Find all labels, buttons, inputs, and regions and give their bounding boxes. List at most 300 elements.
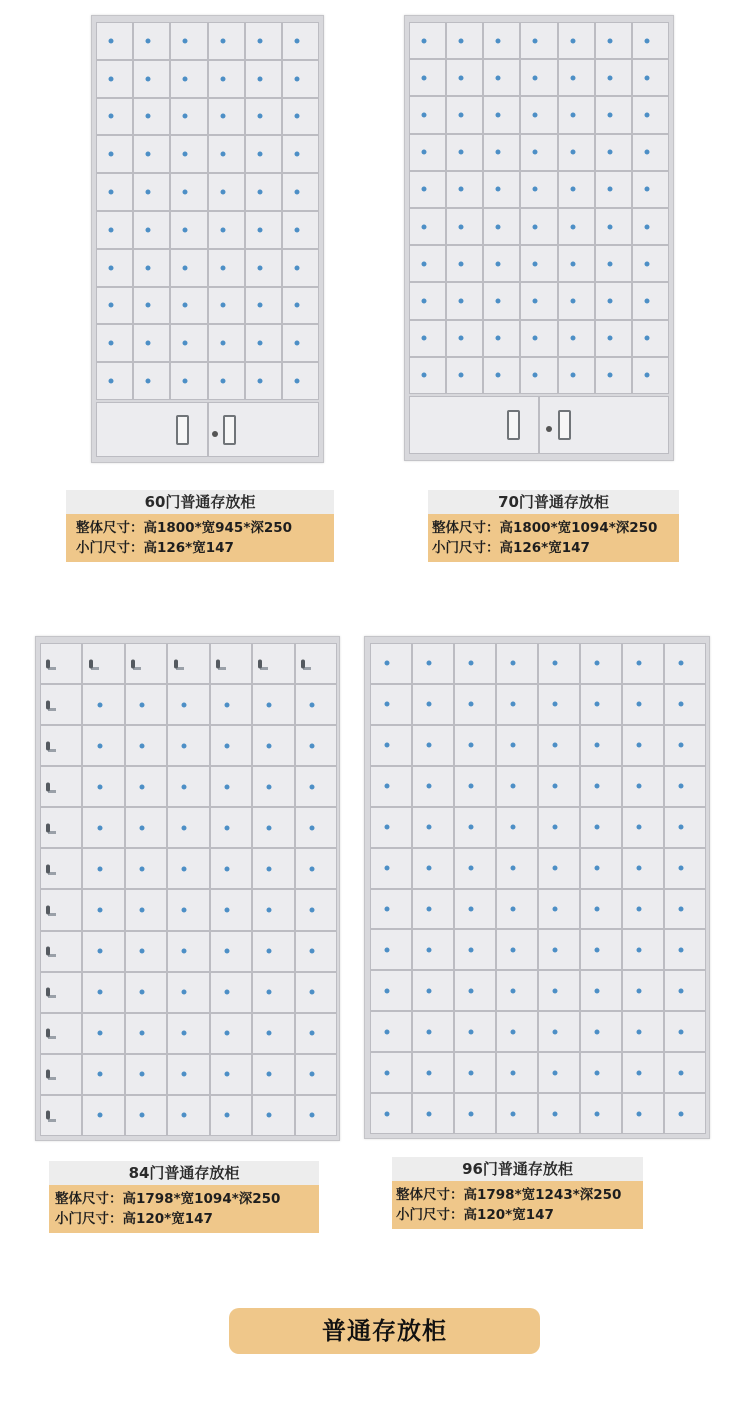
locker-door	[208, 98, 245, 136]
locker-door	[125, 684, 167, 725]
locker-door	[622, 684, 664, 725]
locker-door	[595, 171, 632, 208]
locker-door	[580, 1093, 622, 1134]
locker-door	[538, 848, 580, 889]
locker-door	[125, 889, 167, 930]
cabinet-96-image	[364, 636, 710, 1139]
bottom-door-right	[208, 402, 320, 457]
locker-door	[295, 684, 337, 725]
locker-door	[208, 362, 245, 400]
locker-door	[595, 134, 632, 171]
locker-door	[125, 931, 167, 972]
locker-door	[483, 134, 520, 171]
locker-door	[446, 208, 483, 245]
locker-door	[558, 208, 595, 245]
locker-door	[622, 725, 664, 766]
overall-size: 整体尺寸：高1800*宽1094*深250	[432, 520, 658, 536]
locker-door	[595, 208, 632, 245]
locker-door	[252, 848, 294, 889]
bottom-doors-70	[409, 396, 669, 454]
locker-door	[483, 357, 520, 394]
locker-door	[370, 684, 412, 725]
locker-door	[252, 972, 294, 1013]
cabinet-title: 60门普通存放柜	[66, 490, 334, 514]
locker-door	[208, 211, 245, 249]
locker-door	[496, 970, 538, 1011]
locker-door	[520, 245, 557, 282]
locker-door	[170, 173, 207, 211]
locker-door	[133, 60, 170, 98]
locker-door	[370, 807, 412, 848]
locker-door	[40, 848, 82, 889]
locker-door	[295, 1095, 337, 1136]
locker-door	[82, 643, 124, 684]
locker-door	[82, 684, 124, 725]
locker-door	[538, 889, 580, 930]
bottom-door-left	[409, 396, 539, 454]
locker-door	[252, 1095, 294, 1136]
locker-door	[40, 1013, 82, 1054]
locker-door	[133, 249, 170, 287]
locker-door	[40, 725, 82, 766]
locker-door	[558, 171, 595, 208]
locker-door	[664, 848, 706, 889]
locker-door	[125, 1013, 167, 1054]
locker-door	[558, 282, 595, 319]
locker-door	[282, 249, 319, 287]
locker-door	[208, 249, 245, 287]
door-size: 小门尺寸：高120*宽147	[55, 1211, 213, 1227]
locker-door	[96, 98, 133, 136]
locker-door	[409, 282, 446, 319]
locker-door	[496, 725, 538, 766]
cabinet-84-label	[49, 1161, 319, 1233]
locker-door	[133, 22, 170, 60]
door-grid-60	[96, 22, 319, 400]
locker-door	[252, 931, 294, 972]
locker-door	[664, 766, 706, 807]
locker-door	[370, 970, 412, 1011]
locker-door	[446, 357, 483, 394]
locker-door	[82, 766, 124, 807]
locker-door	[595, 320, 632, 357]
locker-door	[412, 1011, 454, 1052]
locker-door	[170, 60, 207, 98]
locker-door	[454, 725, 496, 766]
locker-door	[580, 970, 622, 1011]
locker-door	[252, 1054, 294, 1095]
cabinet-dimensions	[428, 514, 679, 562]
locker-door	[538, 970, 580, 1011]
locker-door	[520, 171, 557, 208]
locker-door	[580, 766, 622, 807]
locker-door	[96, 60, 133, 98]
locker-door	[538, 684, 580, 725]
locker-door	[632, 22, 669, 59]
locker-door	[210, 972, 252, 1013]
category-footer-label: 普通存放柜	[229, 1308, 540, 1354]
locker-door	[409, 208, 446, 245]
locker-door	[558, 22, 595, 59]
locker-door	[496, 807, 538, 848]
locker-door	[125, 848, 167, 889]
locker-door	[632, 282, 669, 319]
locker-door	[82, 1054, 124, 1095]
locker-door	[167, 1054, 209, 1095]
locker-door	[252, 725, 294, 766]
locker-door	[520, 357, 557, 394]
locker-door	[454, 848, 496, 889]
locker-door	[370, 848, 412, 889]
locker-door	[622, 1093, 664, 1134]
locker-door	[483, 171, 520, 208]
locker-door	[496, 1093, 538, 1134]
locker-door	[82, 725, 124, 766]
locker-door	[295, 848, 337, 889]
locker-door	[595, 59, 632, 96]
locker-door	[96, 287, 133, 325]
locker-door	[210, 931, 252, 972]
locker-door	[245, 22, 282, 60]
locker-door	[170, 362, 207, 400]
locker-door	[252, 889, 294, 930]
locker-door	[538, 725, 580, 766]
locker-door	[245, 98, 282, 136]
locker-door	[412, 766, 454, 807]
locker-door	[40, 931, 82, 972]
locker-door	[412, 807, 454, 848]
door-grid-84	[40, 643, 337, 1136]
locker-door	[520, 96, 557, 133]
locker-door	[167, 931, 209, 972]
locker-door	[446, 282, 483, 319]
locker-door	[170, 135, 207, 173]
locker-door	[664, 643, 706, 684]
locker-door	[125, 766, 167, 807]
cabinet-60-image	[91, 15, 324, 463]
locker-door	[409, 245, 446, 282]
locker-door	[538, 1011, 580, 1052]
locker-door	[622, 929, 664, 970]
locker-door	[538, 1052, 580, 1093]
overall-size: 整体尺寸：高1798*宽1094*深250	[55, 1191, 281, 1207]
locker-door	[252, 807, 294, 848]
locker-door	[252, 1013, 294, 1054]
cabinet-70-image	[404, 15, 674, 461]
locker-door	[40, 684, 82, 725]
locker-door	[282, 287, 319, 325]
locker-door	[170, 98, 207, 136]
locker-door	[245, 60, 282, 98]
locker-door	[210, 766, 252, 807]
locker-door	[245, 287, 282, 325]
cabinet-96-label	[392, 1157, 643, 1229]
locker-door	[170, 249, 207, 287]
locker-door	[282, 362, 319, 400]
cabinet-70-label	[428, 490, 679, 562]
locker-door	[167, 643, 209, 684]
locker-door	[370, 1052, 412, 1093]
locker-door	[252, 766, 294, 807]
locker-door	[208, 173, 245, 211]
door-grid-70	[409, 22, 669, 394]
door-size: 小门尺寸：高126*宽147	[76, 540, 234, 556]
cabinet-title: 84门普通存放柜	[49, 1161, 319, 1185]
locker-door	[167, 889, 209, 930]
locker-door	[412, 848, 454, 889]
locker-door	[496, 1011, 538, 1052]
locker-door	[632, 134, 669, 171]
locker-door	[632, 320, 669, 357]
locker-door	[558, 357, 595, 394]
locker-door	[538, 807, 580, 848]
locker-door	[40, 1054, 82, 1095]
locker-door	[282, 22, 319, 60]
overall-size: 整体尺寸：高1798*宽1243*深250	[396, 1187, 622, 1203]
locker-door	[167, 725, 209, 766]
bottom-door-right	[539, 396, 669, 454]
locker-door	[632, 96, 669, 133]
door-size: 小门尺寸：高126*宽147	[432, 540, 590, 556]
locker-door	[409, 357, 446, 394]
locker-door	[40, 766, 82, 807]
locker-door	[96, 22, 133, 60]
locker-door	[412, 684, 454, 725]
locker-door	[520, 59, 557, 96]
locker-door	[412, 1052, 454, 1093]
locker-door	[40, 643, 82, 684]
locker-door	[520, 22, 557, 59]
locker-door	[125, 643, 167, 684]
locker-door	[210, 1054, 252, 1095]
locker-door	[133, 98, 170, 136]
locker-door	[370, 929, 412, 970]
locker-door	[133, 211, 170, 249]
locker-door	[208, 324, 245, 362]
locker-door	[245, 362, 282, 400]
locker-door	[520, 320, 557, 357]
locker-door	[282, 135, 319, 173]
locker-door	[125, 972, 167, 1013]
locker-door	[409, 134, 446, 171]
cabinet-dimensions	[392, 1181, 643, 1229]
locker-door	[167, 1013, 209, 1054]
locker-door	[210, 1013, 252, 1054]
locker-door	[252, 643, 294, 684]
locker-door	[82, 848, 124, 889]
locker-door	[133, 135, 170, 173]
locker-door	[454, 970, 496, 1011]
locker-door	[454, 643, 496, 684]
locker-door	[664, 929, 706, 970]
locker-door	[595, 96, 632, 133]
locker-door	[167, 1095, 209, 1136]
locker-door	[125, 1095, 167, 1136]
locker-door	[446, 320, 483, 357]
locker-door	[454, 807, 496, 848]
locker-door	[595, 357, 632, 394]
locker-door	[664, 1052, 706, 1093]
locker-door	[245, 173, 282, 211]
locker-door	[520, 282, 557, 319]
locker-door	[496, 848, 538, 889]
locker-door	[409, 171, 446, 208]
bottom-doors-60	[96, 402, 319, 457]
locker-door	[167, 684, 209, 725]
locker-door	[282, 98, 319, 136]
locker-door	[210, 807, 252, 848]
locker-door	[282, 211, 319, 249]
locker-door	[454, 889, 496, 930]
locker-door	[295, 1013, 337, 1054]
locker-door	[496, 684, 538, 725]
locker-door	[446, 96, 483, 133]
locker-door	[370, 725, 412, 766]
locker-door	[558, 245, 595, 282]
locker-door	[632, 59, 669, 96]
locker-door	[167, 972, 209, 1013]
locker-door	[208, 60, 245, 98]
locker-door	[454, 684, 496, 725]
locker-door	[82, 931, 124, 972]
locker-door	[412, 1093, 454, 1134]
locker-door	[454, 1093, 496, 1134]
locker-door	[412, 929, 454, 970]
locker-door	[632, 245, 669, 282]
locker-door	[520, 208, 557, 245]
locker-door	[580, 1052, 622, 1093]
locker-door	[40, 972, 82, 1013]
locker-door	[558, 134, 595, 171]
locker-door	[483, 208, 520, 245]
locker-door	[538, 929, 580, 970]
locker-door	[409, 59, 446, 96]
locker-door	[622, 848, 664, 889]
locker-door	[454, 1011, 496, 1052]
locker-door	[96, 211, 133, 249]
locker-door	[40, 807, 82, 848]
locker-door	[580, 889, 622, 930]
locker-door	[208, 22, 245, 60]
locker-door	[370, 766, 412, 807]
locker-door	[82, 1095, 124, 1136]
locker-door	[210, 684, 252, 725]
locker-door	[580, 807, 622, 848]
locker-door	[295, 889, 337, 930]
locker-door	[170, 324, 207, 362]
locker-door	[446, 22, 483, 59]
locker-door	[82, 972, 124, 1013]
locker-door	[370, 1011, 412, 1052]
locker-door	[40, 1095, 82, 1136]
locker-door	[558, 320, 595, 357]
locker-door	[580, 929, 622, 970]
locker-door	[496, 889, 538, 930]
locker-door	[210, 848, 252, 889]
locker-door	[580, 848, 622, 889]
locker-door	[409, 320, 446, 357]
locker-door	[483, 245, 520, 282]
locker-door	[133, 324, 170, 362]
locker-door	[632, 171, 669, 208]
locker-door	[483, 320, 520, 357]
locker-door	[245, 324, 282, 362]
locker-door	[595, 282, 632, 319]
locker-door	[622, 1052, 664, 1093]
locker-door	[580, 725, 622, 766]
bottom-door-left	[96, 402, 208, 457]
locker-door	[295, 807, 337, 848]
cabinet-dimensions	[66, 514, 334, 562]
door-grid-96	[370, 643, 706, 1134]
locker-door	[170, 211, 207, 249]
locker-door	[96, 324, 133, 362]
locker-door	[210, 725, 252, 766]
overall-size: 整体尺寸：高1800*宽945*深250	[76, 520, 293, 536]
locker-door	[82, 807, 124, 848]
locker-door	[167, 807, 209, 848]
locker-door	[282, 173, 319, 211]
locker-door	[496, 643, 538, 684]
locker-door	[133, 287, 170, 325]
locker-door	[580, 643, 622, 684]
locker-door	[96, 135, 133, 173]
locker-door	[496, 929, 538, 970]
locker-door	[170, 287, 207, 325]
locker-door	[446, 59, 483, 96]
locker-door	[622, 766, 664, 807]
locker-door	[96, 249, 133, 287]
locker-door	[40, 889, 82, 930]
locker-door	[483, 22, 520, 59]
locker-door	[208, 287, 245, 325]
locker-door	[295, 972, 337, 1013]
locker-door	[295, 725, 337, 766]
locker-door	[483, 59, 520, 96]
locker-door	[245, 211, 282, 249]
locker-door	[664, 725, 706, 766]
locker-door	[245, 249, 282, 287]
locker-door	[210, 1095, 252, 1136]
locker-door	[210, 889, 252, 930]
locker-door	[370, 889, 412, 930]
locker-door	[170, 22, 207, 60]
locker-door	[632, 357, 669, 394]
locker-door	[664, 807, 706, 848]
locker-door	[125, 725, 167, 766]
locker-door	[370, 643, 412, 684]
locker-door	[412, 643, 454, 684]
locker-door	[133, 173, 170, 211]
locker-door	[82, 1013, 124, 1054]
locker-door	[96, 173, 133, 211]
cabinet-60-label	[66, 490, 334, 562]
cabinet-dimensions	[49, 1185, 319, 1233]
locker-door	[622, 1011, 664, 1052]
locker-door	[125, 1054, 167, 1095]
locker-door	[409, 22, 446, 59]
locker-door	[446, 171, 483, 208]
locker-door	[664, 1011, 706, 1052]
locker-door	[595, 245, 632, 282]
locker-door	[496, 766, 538, 807]
locker-door	[483, 96, 520, 133]
locker-door	[664, 684, 706, 725]
locker-door	[622, 970, 664, 1011]
locker-door	[82, 889, 124, 930]
locker-door	[370, 1093, 412, 1134]
locker-door	[622, 807, 664, 848]
